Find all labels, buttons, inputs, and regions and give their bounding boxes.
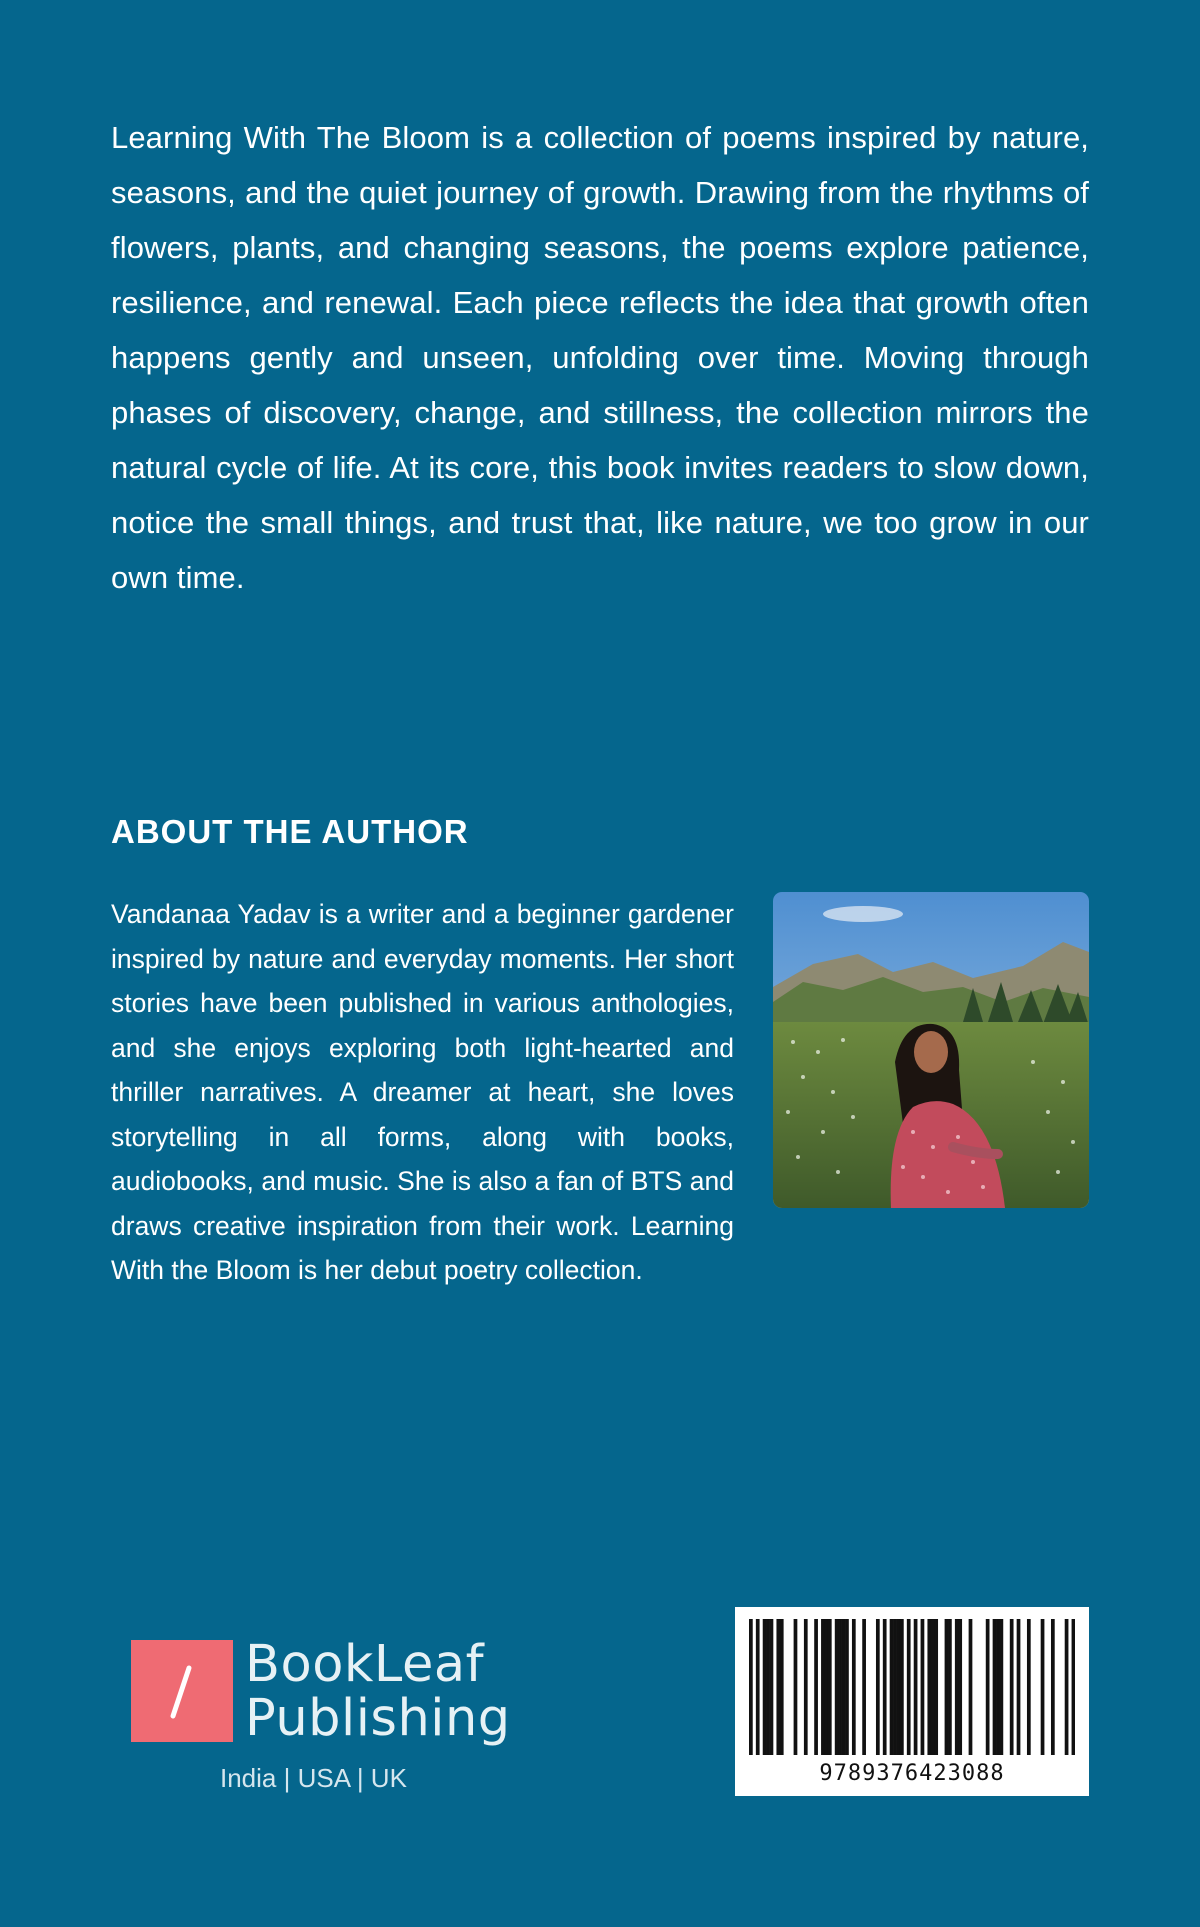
- barcode-bar: [763, 1619, 767, 1755]
- barcode-bar: [1051, 1619, 1055, 1755]
- barcode-bar: [996, 1619, 1000, 1755]
- barcode-bar: [900, 1619, 904, 1755]
- publisher-locations: India | USA | UK: [220, 1763, 407, 1793]
- barcode-bar: [927, 1619, 931, 1755]
- barcode-bar: [842, 1619, 846, 1755]
- barcode-bar: [948, 1619, 952, 1755]
- barcode-bars: [749, 1619, 1075, 1755]
- barcode-bar: [969, 1619, 973, 1755]
- barcode-bar: [1000, 1619, 1004, 1755]
- barcode-bar: [914, 1619, 918, 1755]
- barcode-bar: [828, 1619, 832, 1755]
- barcode-bar: [945, 1619, 949, 1755]
- barcode-bar: [770, 1619, 774, 1755]
- barcode-bar: [1065, 1619, 1069, 1755]
- barcode-bar: [986, 1619, 990, 1755]
- barcode-bar: [907, 1619, 911, 1755]
- barcode-bar: [921, 1619, 925, 1755]
- barcode-bar: [934, 1619, 938, 1755]
- barcode-bar: [897, 1619, 901, 1755]
- barcode-bar: [852, 1619, 856, 1755]
- barcode-bar: [1010, 1619, 1014, 1755]
- barcode-bar: [958, 1619, 962, 1755]
- barcode-bar: [749, 1619, 753, 1755]
- barcode-bar: [993, 1619, 997, 1755]
- barcode-bar: [845, 1619, 849, 1755]
- barcode-bar: [804, 1619, 808, 1755]
- barcode-bar: [780, 1619, 784, 1755]
- barcode-bar: [814, 1619, 818, 1755]
- barcode-bar: [824, 1619, 828, 1755]
- barcode-bar: [1041, 1619, 1045, 1755]
- barcode-bar: [794, 1619, 798, 1755]
- isbn-barcode: [735, 1607, 1089, 1796]
- barcode-bar: [876, 1619, 880, 1755]
- barcode-bar: [1017, 1619, 1021, 1755]
- publisher-logo: [131, 1635, 511, 1805]
- publisher-name-line2: Publishing: [245, 1689, 511, 1748]
- barcode-bar: [838, 1619, 842, 1755]
- author-photo-image: [773, 892, 1089, 1208]
- book-blurb: Learning With The Bloom is a collection of poems inspired by nature, seasons, and the quiet journey of growth. Drawing from the rhythms of flowers, plants, and changing seasons, the poems explore patience, resilience, and renewal. Each piece reflects the idea that growth often happens gently and unseen, unfolding over time. Moving through phases of discovery, change, and stillness, the collection mirrors the natural cycle of life. At its core, this book invites readers to slow down, notice the small things, and trust that, like nature, we too grow in our own time.: [111, 120, 1089, 595]
- barcode-bar: [1027, 1619, 1031, 1755]
- slash-icon: [131, 1640, 233, 1742]
- author-photo: [773, 892, 1089, 1208]
- barcode-bar: [955, 1619, 959, 1755]
- barcode-bar: [756, 1619, 760, 1755]
- barcode-bar: [893, 1619, 897, 1755]
- barcode-bar: [835, 1619, 839, 1755]
- author-bio: Vandanaa Yadav is a writer and a beginner gardener inspired by nature and everyday moments. Her short stories have been published in various anthologies, and she enjoys exploring both light-hearted and thriller narratives. A dreamer at heart, she loves storytelling in all forms, along with books, audiobooks, and music. She is also a fan of BTS and draws creative inspiration from their work. Learning With the Bloom is her debut poetry collection.: [111, 899, 734, 1285]
- barcode-bar: [890, 1619, 894, 1755]
- publisher-name-line1: BookLeaf: [245, 1635, 485, 1694]
- barcode-bar: [766, 1619, 770, 1755]
- about-author-heading: ABOUT THE AUTHOR: [111, 813, 469, 850]
- barcode-bar: [862, 1619, 866, 1755]
- barcode-bar: [821, 1619, 825, 1755]
- barcode-bar: [1072, 1619, 1075, 1755]
- barcode-bar: [776, 1619, 780, 1755]
- isbn-number: 9789376423088: [819, 1761, 1005, 1786]
- barcode-bar: [883, 1619, 887, 1755]
- barcode-bar: [931, 1619, 935, 1755]
